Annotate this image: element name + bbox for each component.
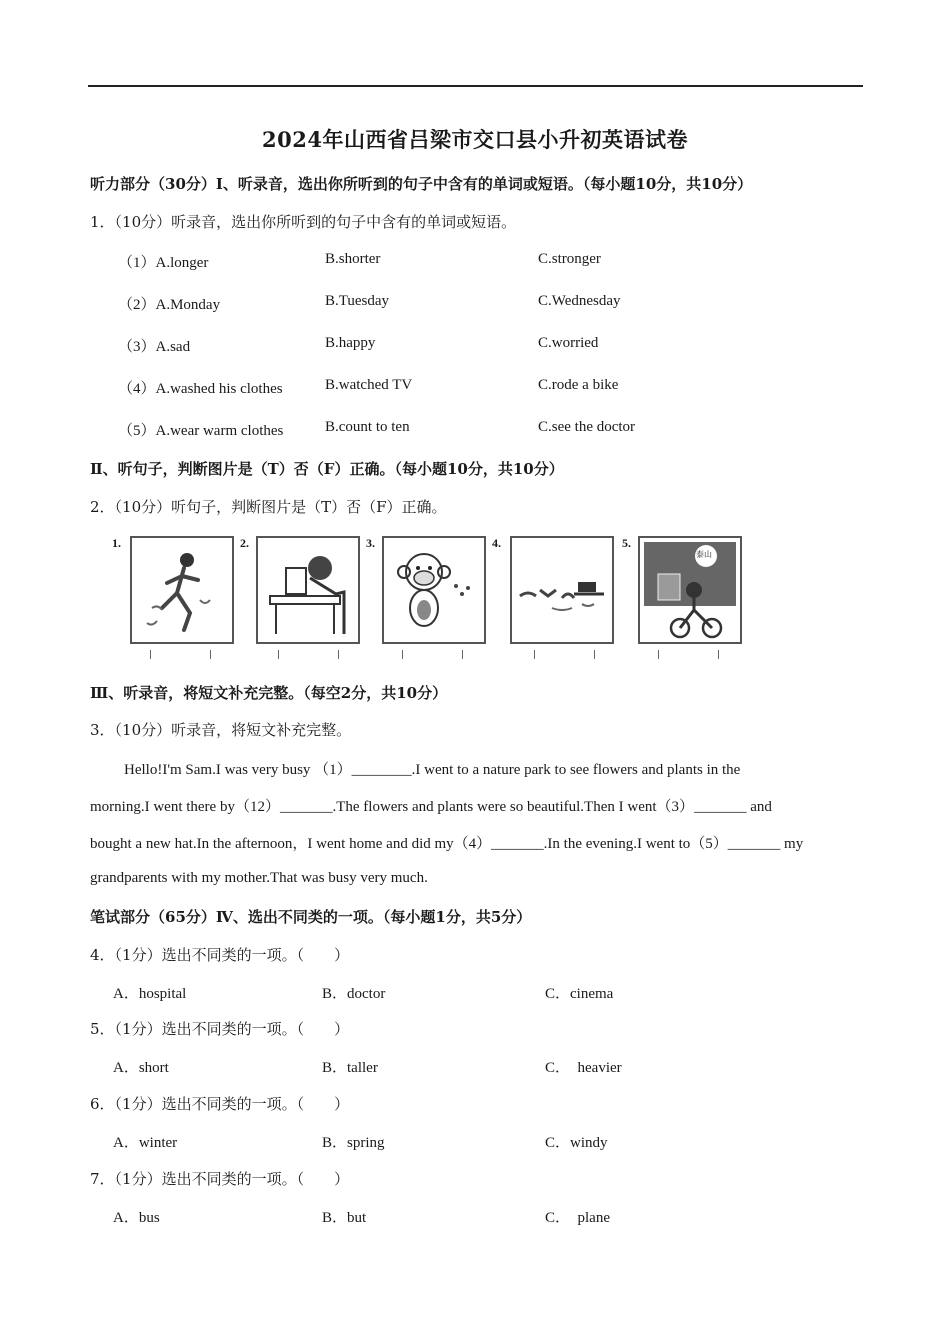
q1-5-option-b: B.count to ten <box>325 419 410 435</box>
q3-passage-line-3: bought a new hat.In the afternoon，I went home and did my（4）_______.In the evening.I went to（5）_______ my <box>90 836 804 852</box>
picture-number: 5. <box>622 536 631 550</box>
q1-3-option-c: C.worried <box>538 335 599 351</box>
section3-header: Ⅲ、听录音，将短文补充完整。（每空2分，共10分） <box>90 684 448 702</box>
answer-tick <box>658 650 659 659</box>
scattered-clothes-sketch-icon <box>510 536 614 644</box>
q4-option-a: A．hospital <box>113 986 187 1002</box>
q1-5-option-c: C.see the doctor <box>538 419 636 435</box>
q6-stem: 6．（1分）选出不同类的一项。（ ） <box>90 1095 350 1113</box>
picture-number: 3. <box>366 536 375 550</box>
q1-5-option-a: （5）A.wear warm clothes <box>118 423 284 439</box>
q3-passage-line-1: Hello!I'm Sam.I was very busy （1）________.I went to a nature park to see flowers and plants in the <box>124 762 741 778</box>
q1-2-option-b: B.Tuesday <box>325 293 390 309</box>
answer-tick <box>718 650 719 659</box>
q3-stem: 3．（10分）听录音，将短文补充完整。 <box>90 721 352 739</box>
section2-header: Ⅱ、听句子，判断图片是（T）否（F）正确。（每小题10分，共10分） <box>90 460 564 478</box>
q1-3-option-a: （3）A.sad <box>118 339 191 355</box>
q5-stem: 5．（1分）选出不同类的一项。（ ） <box>90 1020 350 1038</box>
answer-tick <box>278 650 279 659</box>
monkey-sketch-icon <box>382 536 486 644</box>
written-section-header: 笔试部分（65分）Ⅳ、选出不同类的一项。（每小题1分，共5分） <box>90 908 532 926</box>
q6-option-b: B．spring <box>322 1135 385 1151</box>
q7-option-a: A．bus <box>113 1210 160 1226</box>
answer-tick <box>594 650 595 659</box>
q5-option-c: C． heavier <box>545 1060 622 1076</box>
q5-option-b: B．taller <box>322 1060 378 1076</box>
q1-4-option-a: （4）A.washed his clothes <box>118 381 283 397</box>
q5-option-a: A．short <box>113 1060 169 1076</box>
page-title: 2024年山西省吕梁市交口县小升初英语试卷 <box>262 127 688 152</box>
q4-option-b: B．doctor <box>322 986 386 1002</box>
q6-option-c: C．windy <box>545 1135 608 1151</box>
q7-option-c: C． plane <box>545 1210 610 1226</box>
answer-tick <box>338 650 339 659</box>
answer-tick <box>534 650 535 659</box>
q7-option-b: B．but <box>322 1210 367 1226</box>
answer-tick <box>462 650 463 659</box>
picture-number: 4. <box>492 536 501 550</box>
pic5-sign-text: 泰山 <box>696 550 712 559</box>
q4-stem: 4．（1分）选出不同类的一项。（ ） <box>90 946 350 964</box>
q3-passage-line-2: morning.I went there by（12）_______.The flowers and plants were so beautiful.Then I went（3）_______ and <box>90 799 772 815</box>
q1-2-option-a: （2）A.Monday <box>118 297 221 313</box>
q1-2-option-c: C.Wednesday <box>538 293 621 309</box>
picture-number: 1. <box>112 536 121 550</box>
q1-4-option-c: C.rode a bike <box>538 377 619 393</box>
boy-reading-at-desk-sketch-icon <box>256 536 360 644</box>
q1-1-option-a: （1）A.longer <box>118 255 209 271</box>
boy-riding-bike-sketch-icon <box>638 536 742 644</box>
q1-3-option-b: B.happy <box>325 335 376 351</box>
q1-1-option-c: C.stronger <box>538 251 601 267</box>
q2-stem: 2．（10分）听句子，判断图片是（T）否（F）正确。 <box>90 498 447 516</box>
q2-picture-strip <box>112 530 752 665</box>
listening-section-header: 听力部分（30分）Ⅰ、听录音，选出你所听到的句子中含有的单词或短语。（每小题10分，共10分） <box>90 175 753 193</box>
q4-option-c: C．cinema <box>545 986 614 1002</box>
q6-option-a: A．winter <box>113 1135 178 1151</box>
q1-4-option-b: B.watched TV <box>325 377 413 393</box>
q7-stem: 7．（1分）选出不同类的一项。（ ） <box>90 1170 350 1188</box>
q1-1-option-b: B.shorter <box>325 251 381 267</box>
header-rule <box>88 85 863 87</box>
q1-stem: 1．（10分）听录音，选出你所听到的句子中含有的单词或短语。 <box>90 213 517 231</box>
answer-tick <box>210 650 211 659</box>
picture-number: 2. <box>240 536 249 550</box>
answer-tick <box>402 650 403 659</box>
q3-passage-line-4: grandparents with my mother.That was busy very much. <box>90 870 428 886</box>
running-boy-sketch-icon <box>130 536 234 644</box>
answer-tick <box>150 650 151 659</box>
